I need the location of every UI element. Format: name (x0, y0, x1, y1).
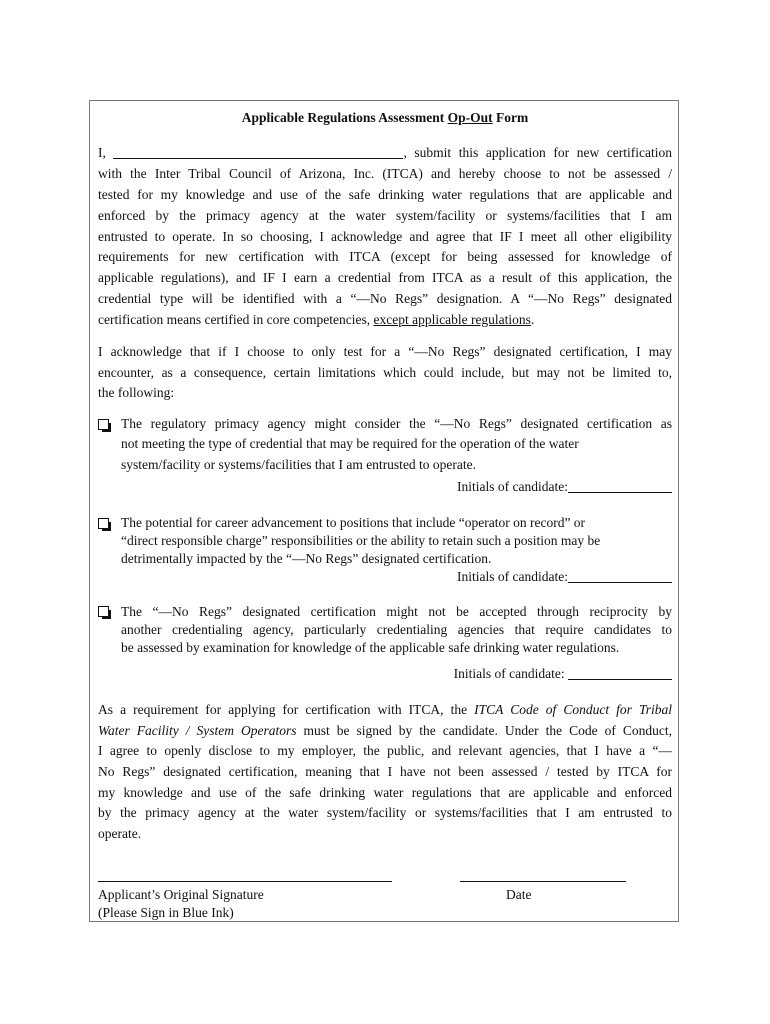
bullet-line: system/facility or systems/facilities that I am entrusted to operate. (121, 457, 477, 472)
para3-line: As a requirement for applying for certification with ITCA, the ITCA Code of Conduct for Tribal (98, 702, 672, 717)
para3-line: operate. (98, 826, 142, 841)
para2-line: I acknowledge that if I choose to only test for a “—No Regs” designated certification, I may (98, 344, 672, 359)
bullet-line: The “—No Regs” designated certification might not be accepted through reciprocity by (121, 604, 672, 619)
para3-line: No Regs” designated certification, meaning that I have not been assessed / tested by ITCA for (98, 764, 672, 779)
limitation-checkbox[interactable] (98, 606, 109, 617)
para1-line: certification means certified in core competencies, except applicable regulations. (98, 312, 535, 327)
initials-field[interactable] (568, 665, 672, 680)
bullet-line: detrimentally impacted by the “—No Regs” designated certification. (121, 551, 492, 566)
date-field[interactable] (460, 881, 626, 882)
initials-line: Initials of candidate: (457, 568, 672, 586)
form-title: Applicable Regulations Assessment Op-Out Form (241, 110, 529, 125)
para3-line: Water Facility / System Operators must be signed by the candidate. Under the Code of Conduct, (98, 723, 672, 738)
para1-line: applicable regulations), and IF I earn a credential from ITCA as a result of this application, the (98, 270, 672, 285)
para3-line: by the primacy agency at the water system/facility or systems/facilities that I am entrusted to (98, 805, 672, 820)
bullet-line: not meeting the type of credential that may be required for the operation of the water (121, 436, 579, 451)
date-label: Date (506, 887, 532, 902)
initials-line: Initials of candidate: (454, 665, 672, 683)
para2-line: the following: (98, 385, 175, 400)
para2-line: encounter, as a consequence, certain limitations which could include, but may not be limited to, (98, 365, 672, 380)
bullet-line: be assessed by examination for knowledge of the applicable safe drinking water regulations. (121, 640, 620, 655)
limitation-checkbox[interactable] (98, 419, 109, 430)
initials-field[interactable] (568, 568, 672, 583)
bullet-line: another credentialing agency, particularly credentialing agencies that require candidates to (121, 622, 672, 637)
bullet-line: The regulatory primacy agency might consider the “—No Regs” designated certification as (121, 416, 672, 431)
initials-line: Initials of candidate: (457, 478, 672, 496)
initials-field[interactable] (568, 478, 672, 493)
signature-field[interactable] (98, 881, 392, 882)
para1-line: entrusted to operate. In so choosing, I acknowledge and agree that IF I meet all other eligibility (98, 229, 672, 244)
para1-line: with the Inter Tribal Council of Arizona, Inc. (ITCA) and hereby choose to not be assessed / (98, 166, 672, 181)
para3-line: my knowledge and use of the safe drinking water regulations that are applicable and enforced (98, 785, 672, 800)
para1-line: I, , submit this application for new certification (98, 145, 672, 160)
limitation-checkbox[interactable] (98, 518, 109, 529)
bullet-line: The potential for career advancement to positions that include “operator on record” or (121, 515, 586, 530)
para3-line: I agree to openly disclose to my employer, the public, and relevant agencies, that I have a “— (98, 743, 672, 758)
para1-line: enforced by the primacy agency at the water system/facility or systems/facilities that I am (98, 208, 672, 223)
para1-line: requirements for new certification with ITCA (except for being assessed for knowledge of (98, 249, 672, 264)
name-blank-field[interactable] (113, 144, 403, 159)
para1-line: tested for my knowledge and use of the safe drinking water regulations that are applicable and (98, 187, 672, 202)
bullet-line: “direct responsible charge” responsibilities or the ability to retain such a position may be (121, 533, 601, 548)
para1-line: credential type will be identified with a “—No Regs” designation. A “—No Regs” designated (98, 291, 672, 306)
signature-label: Applicant’s Original Signature (98, 887, 264, 902)
signature-note: (Please Sign in Blue Ink) (98, 905, 234, 920)
